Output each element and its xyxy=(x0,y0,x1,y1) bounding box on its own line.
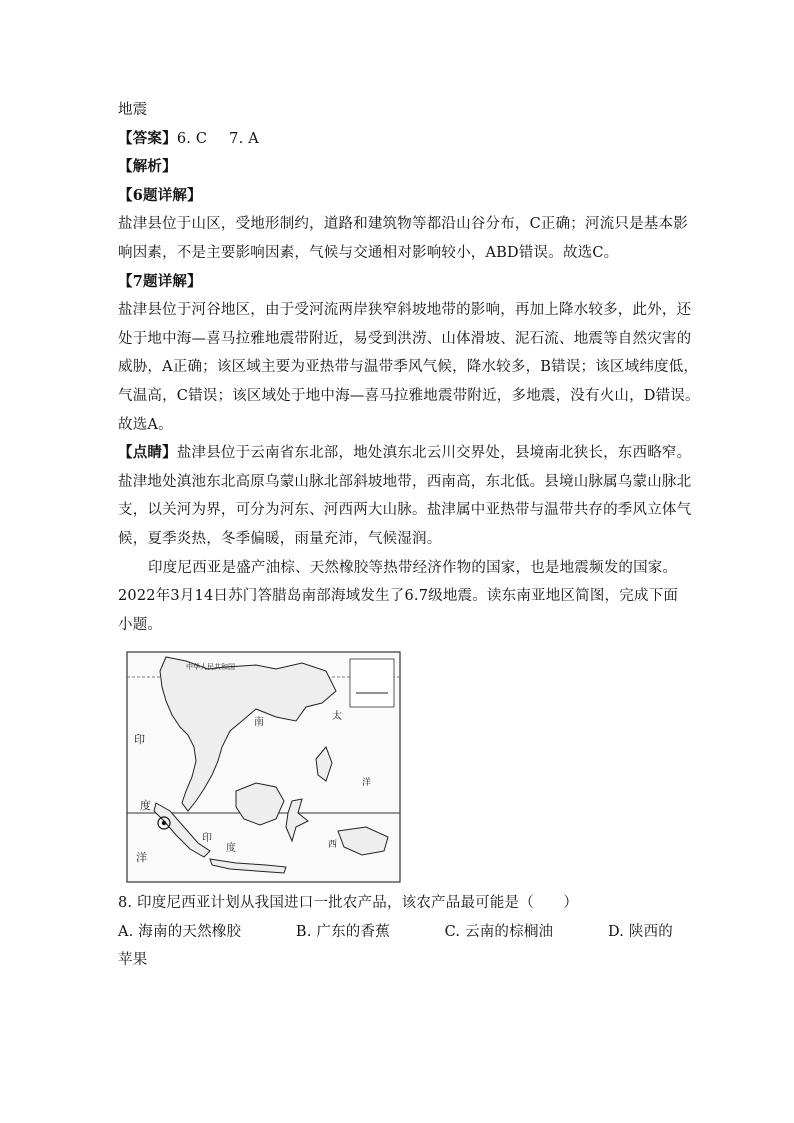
label-indonesia-1: 印 xyxy=(202,833,212,845)
option-c[interactable]: C. 云南的棕榈油 xyxy=(444,923,554,940)
question-options xyxy=(118,918,673,947)
answer-7: 7. A xyxy=(229,130,259,147)
map-legend xyxy=(350,659,394,707)
label-india-ocean-1: 印 xyxy=(134,733,145,747)
text-line: 地震 xyxy=(118,102,148,118)
text-line: 响因素，不是主要影响因素，气候与交通相对影响较小，ABD错误。故选C。 xyxy=(118,244,619,261)
text-line: 小题。 xyxy=(118,616,163,633)
label-west: 西 xyxy=(328,840,338,851)
analysis-heading: 【解析】 xyxy=(118,158,177,176)
text-line: 2022年3月14日苏门答腊岛南部海域发生了6.7级地震。读东南亚地区简图，完成下面 xyxy=(118,588,679,605)
tip-text: 盐津县位于云南省东北部，地处滇东北云川交界处，县境南北狭长，东西略窄。 xyxy=(176,445,692,462)
text-line: 气温高，C错误；该区域处于地中海—喜马拉雅地震带附近，多地震，没有火山，D错误。 xyxy=(118,387,700,404)
text-line: 盐津地处滇池东北高原乌蒙山脉北部斜坡地带，西南高，东北低。县境山脉属乌蒙山脉北 xyxy=(118,473,692,490)
label-south-china-sea: 南 xyxy=(254,717,264,729)
text-line: 盐津县位于河谷地区，由于受河流两岸狭窄斜坡地带的影响，再加上降水较多，此外，还 xyxy=(118,302,692,319)
label-prc: 中华人民共和国 xyxy=(186,663,235,672)
label-india-ocean-2: 度 xyxy=(140,799,151,813)
answer-tag: 【答案】 xyxy=(118,129,177,147)
tip-tag: 【点睛】 xyxy=(118,444,177,462)
text-line: 威胁，A正确；该区域主要为亚热带与温带季风气候，降水较多，B错误；该区域纬度低， xyxy=(118,359,699,376)
option-a[interactable]: A. 海南的天然橡胶 xyxy=(118,923,242,940)
text-line: 故选A。 xyxy=(118,416,173,433)
option-b[interactable]: B. 广东的香蕉 xyxy=(295,923,390,940)
label-pacific-1: 太 xyxy=(332,711,342,723)
southeast-asia-map xyxy=(126,651,401,883)
text-line: 处于地中海—喜马拉雅地震带附近，易受到洪涝、山体滑坡、泥石流、地震等自然灾害的 xyxy=(118,330,692,347)
document-page xyxy=(118,96,700,975)
text-line: 候，夏季炎热，冬季偏暖，雨量充沛，气候湿润。 xyxy=(118,530,442,547)
text-line: 支，以关河为界，可分为河东、河西两大山脉。盐津属中亚热带与温带共存的季风立体气 xyxy=(118,502,692,519)
answer-line xyxy=(118,125,678,154)
label-india-ocean-3: 洋 xyxy=(136,851,147,865)
text-line: 盐津县位于山区，受地形制约，道路和建筑物等都沿山谷分布，C正确；河流只是基本影 xyxy=(118,216,688,233)
label-indonesia-2: 度 xyxy=(226,843,236,855)
label-pacific-2: 洋 xyxy=(362,778,372,789)
answer-6: 6. C xyxy=(176,130,208,147)
text-line: 印度尼西亚是盛产油棕、天然橡胶等热带经济作物的国家，也是地震频发的国家。 xyxy=(148,559,678,576)
map-figure xyxy=(126,651,401,883)
option-d-continued: 苹果 xyxy=(118,952,148,969)
q6-heading: 【6题详解】 xyxy=(118,186,202,204)
option-d[interactable]: D. 陕西的 xyxy=(607,923,673,940)
q7-heading: 【7题详解】 xyxy=(118,272,202,290)
tip-line xyxy=(118,439,692,468)
question-8: 8. 印度尼西亚计划从我国进口一批农产品，该农产品最可能是（ ） xyxy=(118,895,579,912)
